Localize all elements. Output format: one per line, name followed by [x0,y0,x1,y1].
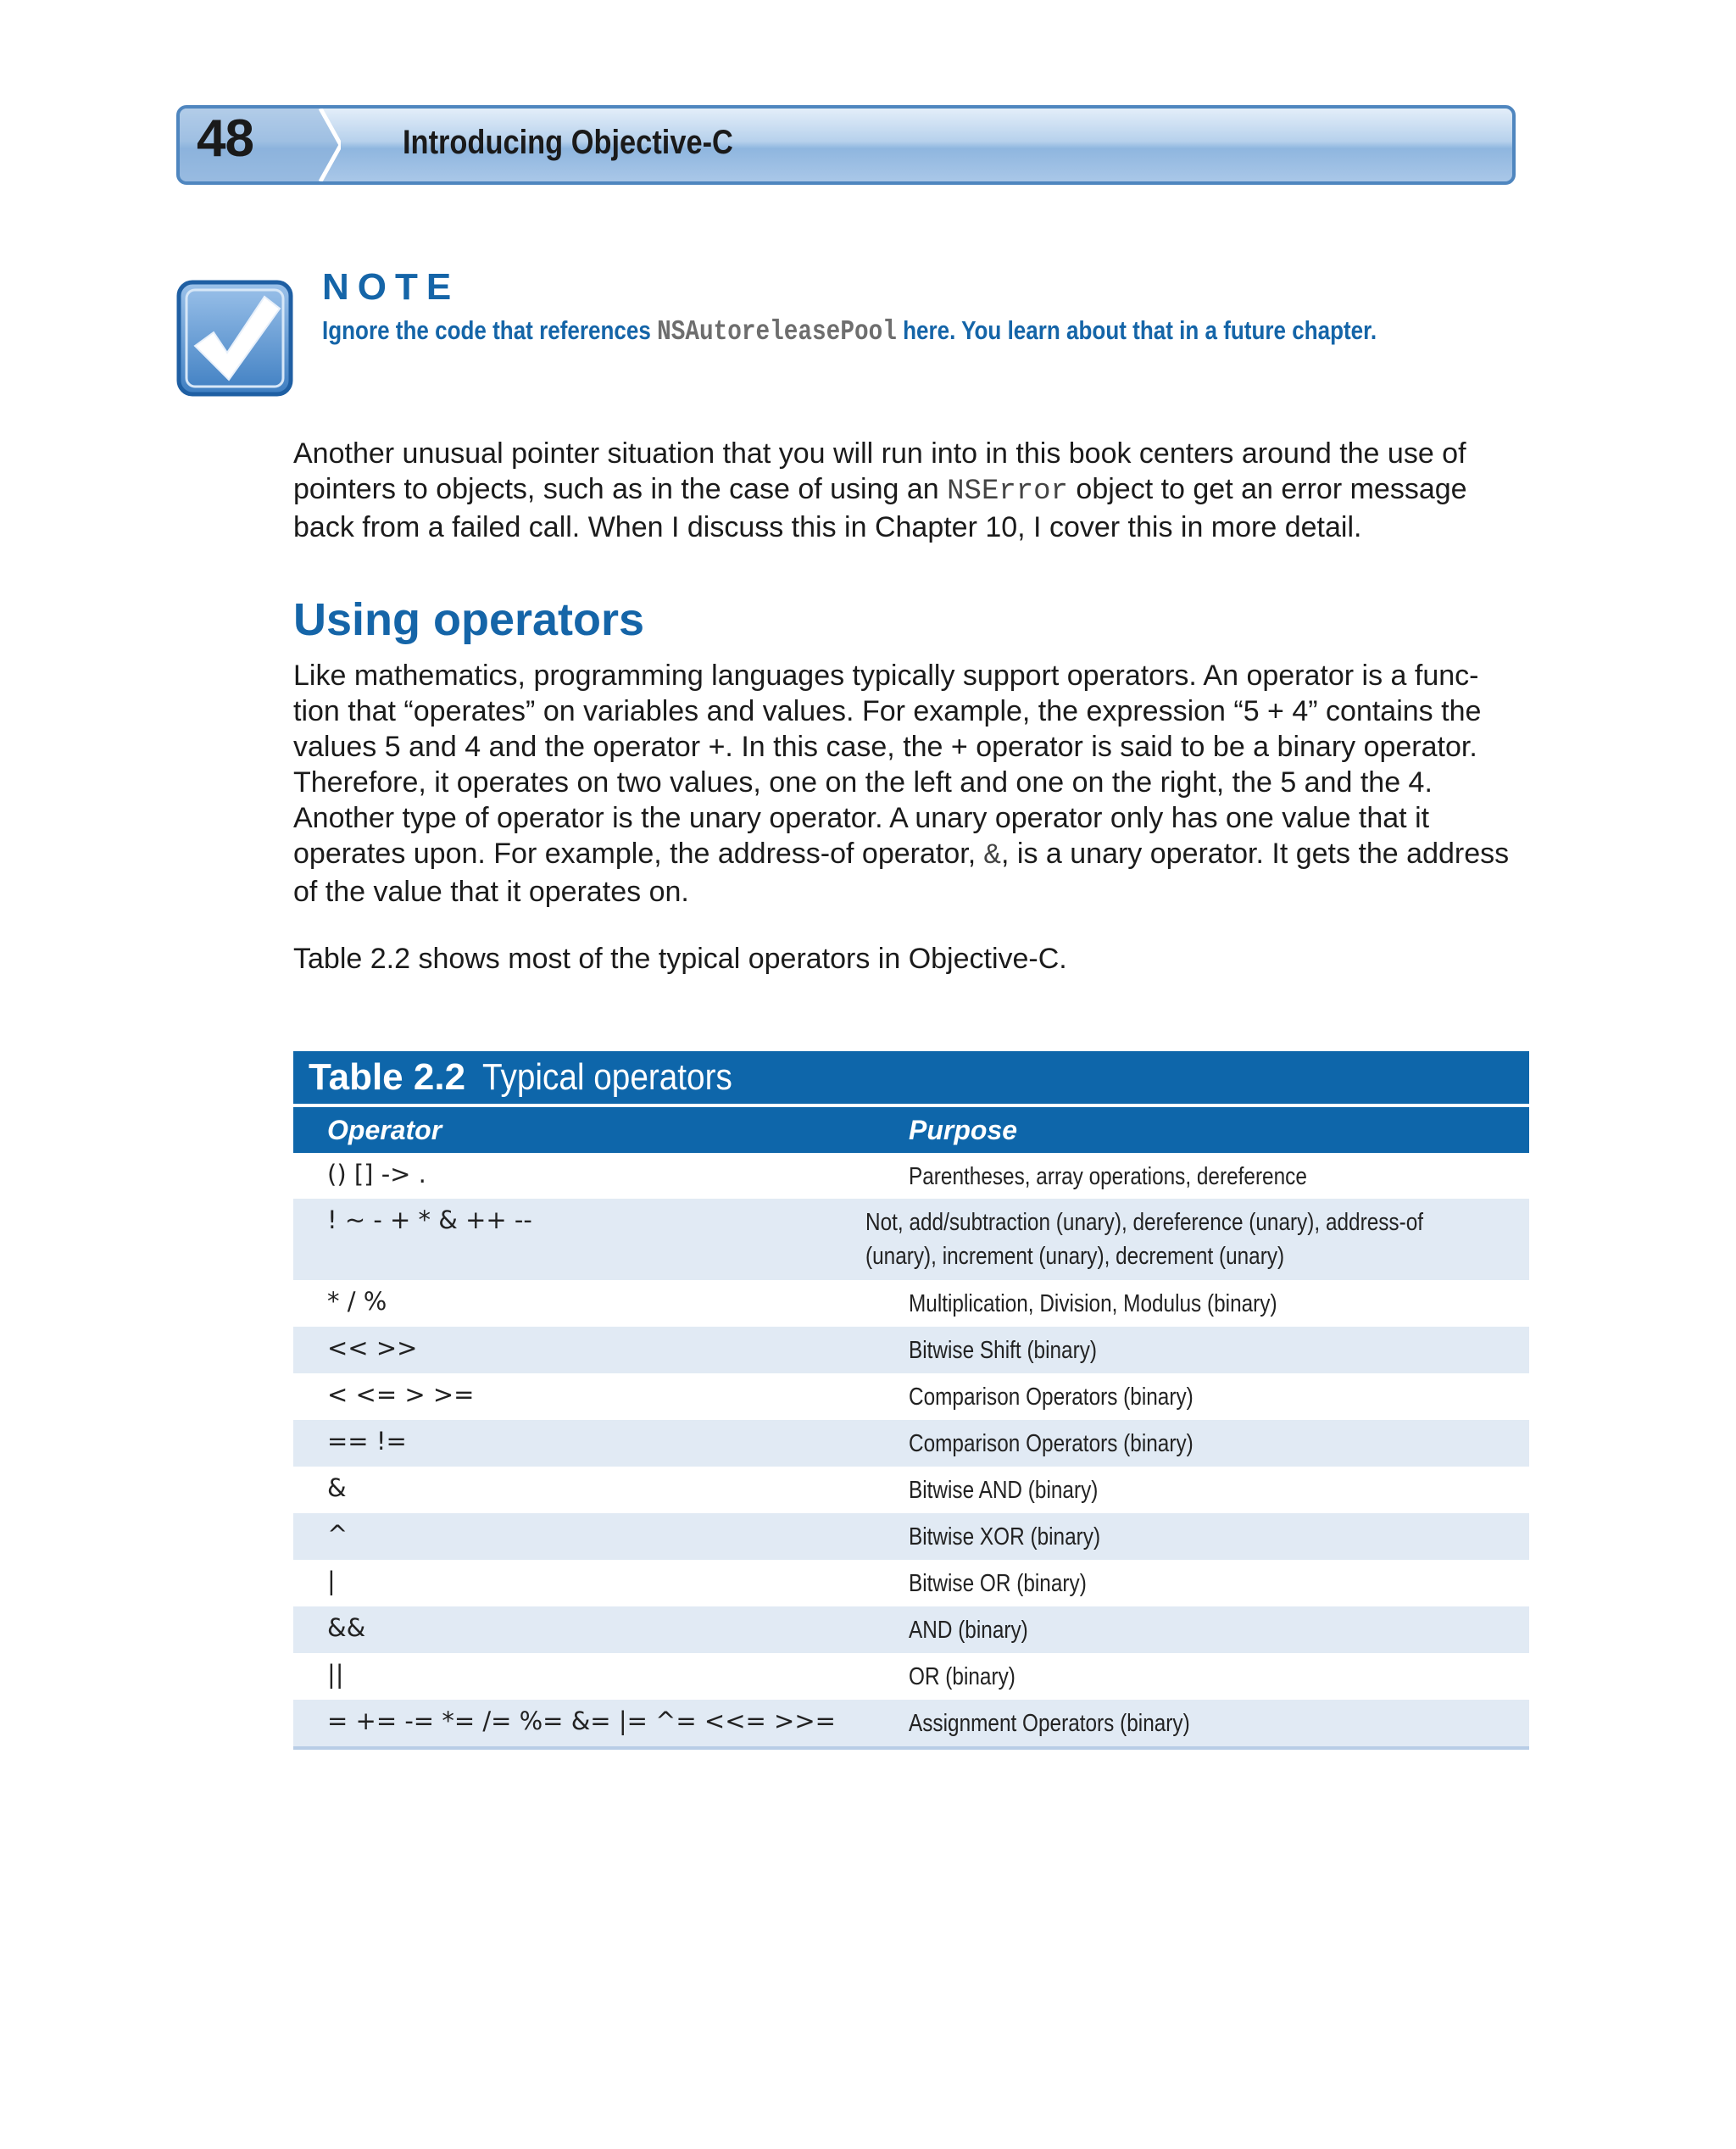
purpose-text: Not, add/subtraction (unary), dereference (unary), address-of [865,1209,1423,1236]
purpose-cell [909,1280,1529,1321]
operator-cell: = += -= *= /= %= &= |= ^= <<= >>= [327,1706,836,1735]
table-header-row [293,1107,1529,1153]
operator-cell: || [327,1660,344,1689]
para-line: Another type of operator is the unary operator. A unary operator only has one value that it [293,802,1430,834]
purpose-cell [865,1199,1529,1273]
intro-paragraph [293,436,1522,545]
operator-cell: < <= > >= [327,1380,475,1409]
para-code: & [983,840,1001,872]
purpose-text: (unary), increment (unary), decrement (unary) [865,1243,1284,1270]
page-number: 48 [197,109,253,168]
purpose-cell [909,1373,1529,1414]
operators-table [293,1051,1529,1750]
para-line: Like mathematics, programming languages typically support operators. An operator is a func- [293,660,1479,692]
table-row [293,1420,1529,1467]
purpose-text: Bitwise OR (binary) [909,1570,1087,1597]
operator-cell: & [327,1473,347,1502]
para-line [293,836,1522,874]
column-header-purpose: Purpose [909,1114,1018,1145]
purpose-cell [909,1700,1529,1740]
table-row [293,1700,1529,1746]
purpose-cell [909,1560,1529,1601]
purpose-text: Bitwise AND (binary) [909,1477,1099,1504]
purpose-cell [909,1467,1529,1507]
operator-cell: * / % [327,1287,387,1316]
purpose-text: Bitwise XOR (binary) [909,1523,1101,1551]
table-number: Table 2.2 [309,1056,466,1098]
purpose-cell [909,1420,1529,1461]
chapter-title: Introducing Objective-C [403,124,733,161]
purpose-text: OR (binary) [909,1663,1015,1690]
para-line: of the value that it operates on. [293,876,689,908]
running-header [176,105,1516,185]
operator-cell: () [] -> . [327,1160,426,1189]
purpose-cell [909,1653,1529,1694]
para-line: tion that “operates” on variables and values. For example, the expression “5 + 4” contains the [293,695,1482,727]
intro-text: pointers to objects, such as in the case of using an [293,473,948,505]
note-text-before: Ignore the code that references [322,315,658,345]
intro-text: object to get an error message [1067,473,1467,505]
para-text: , is a unary operator. It gets the address [1001,838,1510,870]
table-reference-paragraph: Table 2.2 shows most of the typical operators in Objective-C. [293,943,1067,975]
para-line: values 5 and 4 and the operator +. In this case, the + operator is said to be a binary operator. [293,731,1477,763]
operator-cell: << >> [327,1333,418,1362]
table-caption: Typical operators [482,1056,732,1098]
operator-cell: && [327,1613,366,1642]
table-row [293,1199,1529,1280]
intro-code: NSError [947,476,1068,508]
table-row [293,1153,1529,1199]
purpose-cell [909,1606,1529,1647]
purpose-cell [909,1513,1529,1554]
note-code: NSAutoreleasePool [657,316,897,348]
table-row [293,1373,1529,1420]
purpose-text: Comparison Operators (binary) [909,1430,1194,1457]
checkmark-icon [176,280,293,397]
table-row [293,1513,1529,1560]
column-header-operator: Operator [327,1114,442,1145]
intro-line: back from a failed call. When I discuss this in Chapter 10, I cover this in more detail. [293,511,1362,543]
operator-cell: ! ~ - + * & ++ -- [327,1205,532,1234]
para-line: Therefore, it operates on two values, one on the left and one on the right, the 5 and the 4. [293,766,1433,799]
table-row [293,1280,1529,1327]
table-row [293,1327,1529,1373]
table-row [293,1653,1529,1700]
table-row [293,1606,1529,1653]
purpose-text: Comparison Operators (binary) [909,1383,1194,1411]
purpose-text: Bitwise Shift (binary) [909,1337,1098,1364]
operator-cell: == != [327,1427,407,1456]
table-bottom-rule [293,1746,1529,1750]
table-row [293,1560,1529,1606]
purpose-text: AND (binary) [909,1617,1028,1644]
section-heading: Using operators [293,594,645,645]
note-label: NOTE [322,266,460,308]
table-title [293,1051,1529,1104]
intro-line: Another unusual pointer situation that you will run into in this book centers around the use of [293,437,1466,470]
operators-paragraph [293,658,1522,910]
purpose-text: Assignment Operators (binary) [909,1710,1190,1737]
purpose-cell [909,1327,1529,1367]
table-row [293,1467,1529,1513]
note-text-after: here. You learn about that in a future chapter. [896,315,1377,345]
purpose-cell [909,1153,1529,1194]
purpose-text: Multiplication, Division, Modulus (binary) [909,1290,1277,1317]
para-text: operates upon. For example, the address-of operator, [293,838,984,870]
note-text [322,315,1377,348]
operator-cell: ^ [327,1520,348,1549]
intro-line [293,471,1522,509]
purpose-text: Parentheses, array operations, dereference [909,1163,1307,1190]
operator-cell: | [327,1567,336,1595]
